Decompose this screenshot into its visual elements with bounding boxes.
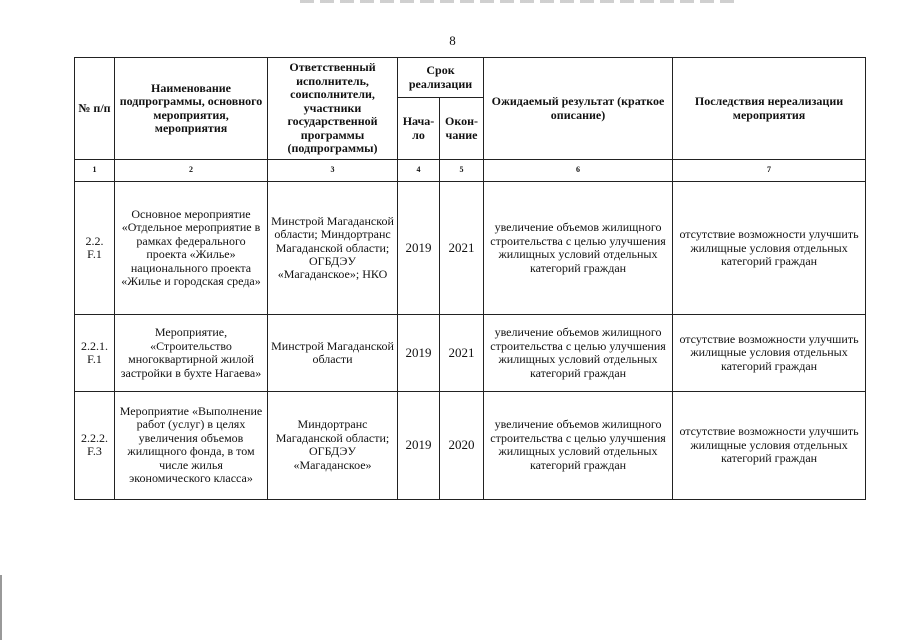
scan-artifact-left bbox=[0, 575, 2, 640]
table-row bbox=[75, 315, 866, 391]
column-number: 5 bbox=[440, 160, 484, 182]
row-num: 2.2.1. F.1 bbox=[75, 315, 115, 391]
column-number: 2 bbox=[115, 160, 268, 182]
column-number: 4 bbox=[398, 160, 440, 182]
row-end: 2021 bbox=[440, 315, 484, 391]
row-start: 2019 bbox=[398, 315, 440, 391]
program-table bbox=[74, 57, 866, 500]
row-name: Мероприятие, «Строительство многоквартирной жилой застройки в бухте Нагаева» bbox=[115, 315, 268, 391]
row-result: увеличение объемов жилищного строительства с целью улучшения жилищных условий отдельных категорий граждан bbox=[484, 182, 673, 315]
row-start: 2019 bbox=[398, 391, 440, 499]
column-numbers-row bbox=[75, 160, 866, 182]
column-number: 3 bbox=[268, 160, 398, 182]
row-result: увеличение объемов жилищного строительства с целью улучшения жилищных условий отдельных категорий граждан bbox=[484, 391, 673, 499]
row-name: Основное мероприятие «Отдельное мероприятие в рамках федерального проекта «Жилье» национального проекта «Жилье и городская среда» bbox=[115, 182, 268, 315]
table-row bbox=[75, 182, 866, 315]
row-num: 2.2.2. F.3 bbox=[75, 391, 115, 499]
row-start: 2019 bbox=[398, 182, 440, 315]
row-consequences: отсутствие возможности улучшить жилищные условия отдельных категорий граждан bbox=[673, 315, 866, 391]
column-number: 7 bbox=[673, 160, 866, 182]
column-number: 6 bbox=[484, 160, 673, 182]
header-result: Ожидаемый результат (краткое описание) bbox=[484, 58, 673, 160]
row-num: 2.2. F.1 bbox=[75, 182, 115, 315]
row-name: Мероприятие «Выполнение работ (услуг) в целях увеличения объемов жилищного фонда, в том числе жилья экономического класса» bbox=[115, 391, 268, 499]
table-row bbox=[75, 391, 866, 499]
row-consequences: отсутствие возможности улучшить жилищные условия отдельных категорий граждан bbox=[673, 182, 866, 315]
header-responsible: Ответственный исполнитель, соисполнители, участники государственной программы (подпрограммы) bbox=[268, 58, 398, 160]
row-responsible: Миндортранс Магаданской области; ОГБДЭУ «Магаданское» bbox=[268, 391, 398, 499]
page-number: 8 bbox=[449, 33, 456, 48]
row-consequences: отсутствие возможности улучшить жилищные условия отдельных категорий граждан bbox=[673, 391, 866, 499]
row-result: увеличение объемов жилищного строительства с целью улучшения жилищных условий отдельных категорий граждан bbox=[484, 315, 673, 391]
row-responsible: Минстрой Магаданской области bbox=[268, 315, 398, 391]
scan-artifact-top bbox=[300, 0, 740, 3]
header-num: № п/п bbox=[75, 58, 115, 160]
header-start: Нача-ло bbox=[398, 98, 440, 160]
header-consequences: Последствия нереализации мероприятия bbox=[673, 58, 866, 160]
row-end: 2020 bbox=[440, 391, 484, 499]
header-name: Наименование подпрограммы, основного мероприятия, мероприятия bbox=[115, 58, 268, 160]
row-end: 2021 bbox=[440, 182, 484, 315]
column-number: 1 bbox=[75, 160, 115, 182]
row-responsible: Минстрой Магаданской области; Миндортранс Магаданской области; ОГБДЭУ «Магаданское»; НКО bbox=[268, 182, 398, 315]
header-end: Окон-чание bbox=[440, 98, 484, 160]
header-period: Срок реализации bbox=[398, 58, 484, 98]
